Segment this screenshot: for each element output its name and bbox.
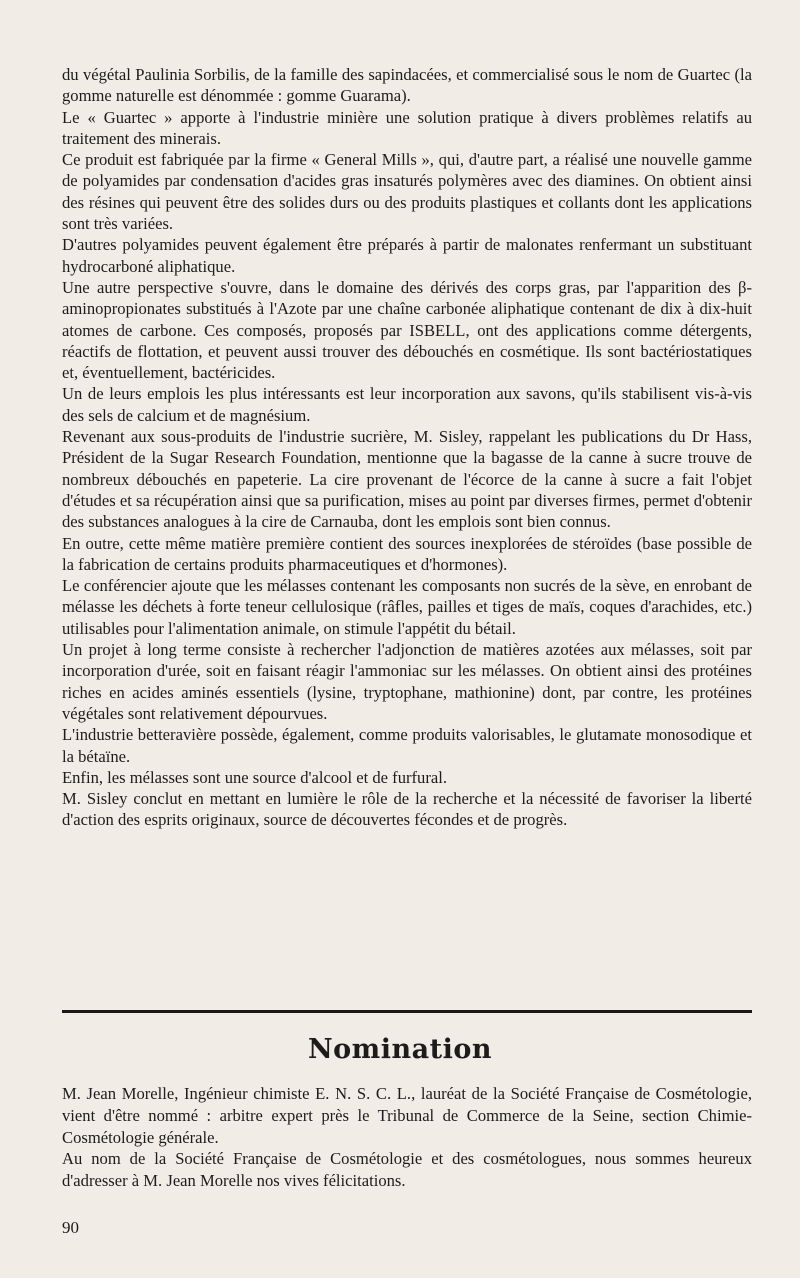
section-divider [62, 1010, 752, 1013]
article-paragraph: Un de leurs emplois les plus intéressants est leur incorporation aux savons, qu'ils stabilisent vis-à-vis des sels de calcium et de magnésium. [62, 384, 752, 425]
article-paragraph: Revenant aux sous-produits de l'industrie sucrière, M. Sisley, rappelant les publications du Dr Hass, Président de la Sugar Research Foundation, mentionne que la bagasse de la canne à sucre trouve de nombreux débouchés en papeterie. La cire provenant de l'écorce de la canne à sucre a fait l'objet d'études et sa récupération ainsi que sa purification, mises au point par diverses firmes, permet d'obtenir des substances analogues à la cire de Carnauba, dont les emplois sont bien connus. [62, 427, 752, 532]
article-paragraph: M. Sisley conclut en mettant en lumière le rôle de la recherche et la nécessité de favoriser la liberté d'action des esprits originaux, source de découvertes fécondes et de progrès. [62, 789, 752, 830]
article-body [62, 64, 752, 831]
nomination-body [62, 1083, 752, 1192]
article-paragraph: L'industrie betteravière possède, également, comme produits valorisables, le glutamate monosodique et la bétaïne. [62, 725, 752, 766]
article-paragraph: Un projet à long terme consiste à rechercher l'adjonction de matières azotées aux mélasses, soit par incorporation d'urée, soit en faisant réagir l'ammoniac sur les mélasses. On obtient ainsi des protéines riches en acides aminés essentiels (lysine, tryptophane, mathionine) dont, par contre, les protéines végétales sont relativement dépourvues. [62, 640, 752, 723]
section-heading: Nomination [307, 1034, 492, 1065]
nomination-paragraph: Au nom de la Société Française de Cosmétologie et des cosmétologues, nous sommes heureux d'adresser à M. Jean Morelle nos vives félicitations. [62, 1149, 752, 1191]
article-paragraph: En outre, cette même matière première contient des sources inexplorées de stéroïdes (base possible de la fabrication de certains produits pharmaceutiques et d'hormones). [62, 533, 752, 574]
article-paragraph: Le « Guartec » apporte à l'industrie minière une solution pratique à divers problèmes relatifs au traitement des minerais. [62, 107, 752, 148]
article-paragraph: D'autres polyamides peuvent également être préparés à partir de malonates renfermant un substituant hydrocarboné aliphatique. [62, 235, 752, 276]
article-paragraph: du végétal Paulinia Sorbilis, de la famille des sapindacées, et commercialisé sous le nom de Guartec (la gomme naturelle est dénommée : gomme Guarama). [62, 65, 752, 106]
page-number: 90 [62, 1218, 79, 1237]
article-paragraph: Le conférencier ajoute que les mélasses contenant les composants non sucrés de la sève, en enrobant de mélasse les déchets à forte teneur cellulosique (râfles, pailles et tiges de maïs, coques d'arachides, etc.) utilisables pour l'alimentation animale, on stimule l'appétit du bétail. [62, 576, 752, 638]
article-paragraph: Ce produit est fabriquée par la firme « General Mills », qui, d'autre part, a réalisé une nouvelle gamme de polyamides par condensation d'acides gras insaturés polymères avec des diamines. On obtient ainsi des résines qui peuvent être des solides durs ou des produits plastiques et collants dont les applications sont très variées. [62, 150, 752, 234]
article-paragraph: Enfin, les mélasses sont une source d'alcool et de furfural. [62, 767, 447, 787]
article-paragraph: Une autre perspective s'ouvre, dans le domaine des dérivés des corps gras, par l'apparition des β-aminopropionates substitués à l'Azote par une chaîne carbonée aliphatique contenant de dix à dix-huit atomes de carbone. Ces composés, proposés par ISBELL, ont des applications comme détergents, réactifs de flottation, et peuvent aussi trouver des débouchés en cosmétique. Ils sont bactériostatiques et, éventuellement, bactéricides. [62, 277, 752, 383]
nomination-paragraph: M. Jean Morelle, Ingénieur chimiste E. N. S. C. L., lauréat de la Société Française de Cosmétologie, vient d'être nommé : arbitre expert près le Tribunal de Commerce de la Seine, section Chimie-Cosmétologie générale. [62, 1084, 752, 1147]
